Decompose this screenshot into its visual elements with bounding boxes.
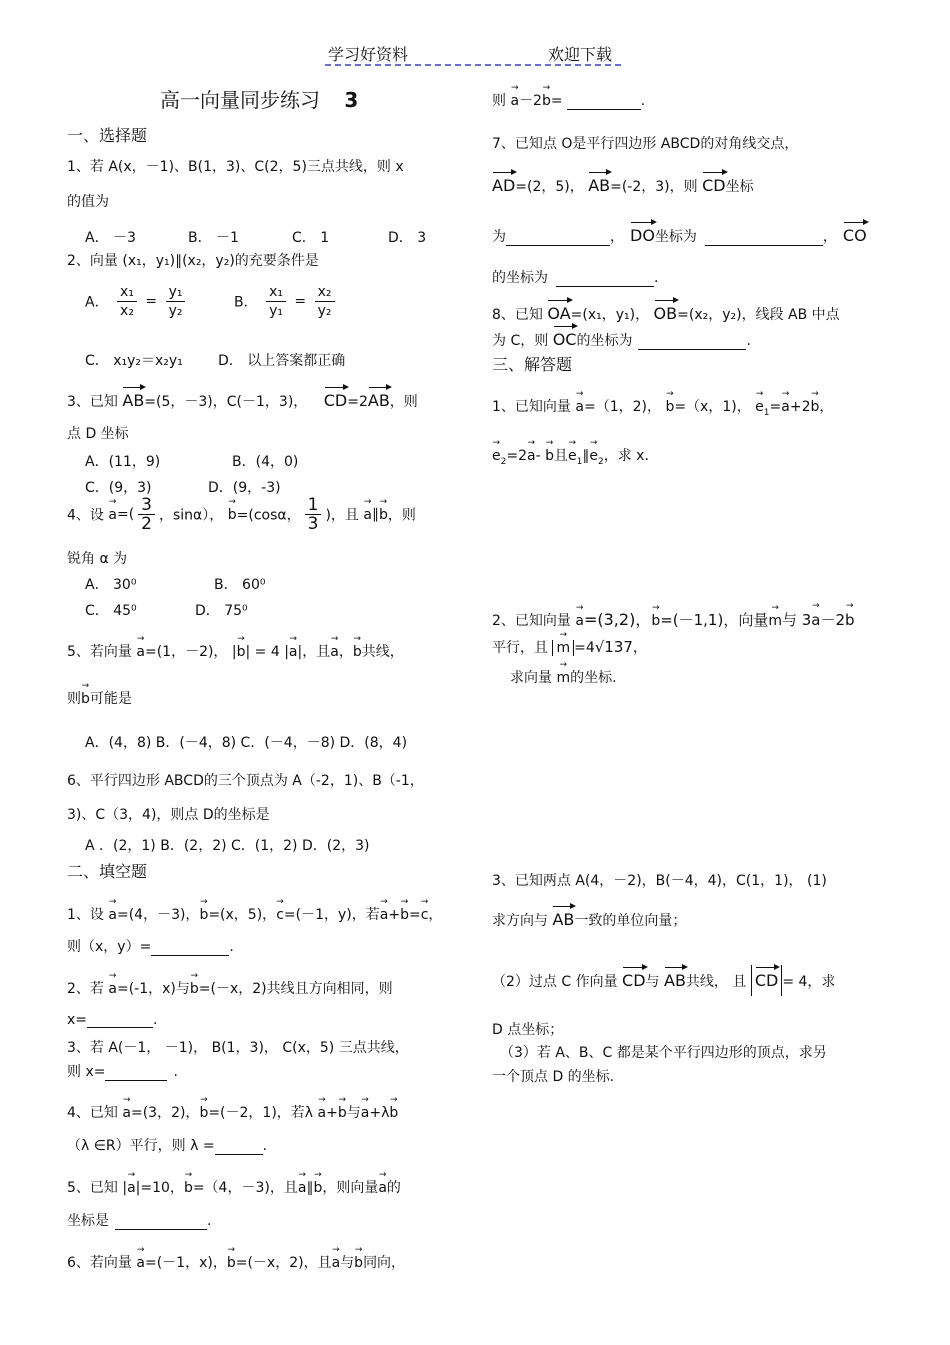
f5-text-4: ∥ [306, 1180, 314, 1196]
a3-text-4: 与 [645, 974, 660, 990]
q4-line1 [67, 496, 416, 533]
f5-vector-a: → a [127, 1180, 136, 1196]
f1-answer-blank[interactable] [151, 941, 229, 956]
q2-a-num1: x₁ [117, 283, 137, 302]
f6-vector-a-3: → a [510, 93, 519, 109]
q6-line1: 6、平行四边形 ABCD的三个顶点为 A（-2，1)、B（-1， [67, 773, 424, 789]
q5-vector-a: → a [136, 644, 145, 660]
f5-text-1: 5、已知 | [67, 1180, 128, 1196]
q4-option-c: C． 45⁰ [85, 603, 137, 619]
f1-vector-a: → a [108, 907, 117, 923]
a1-text-6: ， [819, 399, 834, 415]
a3-vector-cd: CD [622, 971, 646, 990]
f8-text-end: . [746, 333, 751, 349]
q4-option-d: D． 75⁰ [195, 603, 248, 619]
page-title [160, 84, 358, 113]
a2-magnitude-m [552, 640, 574, 656]
f4-text-5: 与 [346, 1105, 361, 1121]
f3-line1: 3、若 A(－1， －1)， B(1，3)， C(x，5) 三点共线， [67, 1040, 409, 1056]
q1-option-c: C． 1 [292, 230, 330, 246]
f6-vector-a: → a [136, 1255, 145, 1271]
f7-line3 [492, 226, 867, 246]
q4-vector-a-2: → a [363, 507, 372, 523]
f2-text-1: 2、若 [67, 981, 104, 997]
q5-vector-a-3: → a [330, 644, 339, 660]
f5-text-5: ，则向量 [322, 1180, 379, 1196]
f7-text-3: 坐标 [725, 179, 754, 195]
f6-text-8: = [550, 93, 563, 109]
q4-line2: 锐角 α 为 [67, 551, 128, 567]
q2-option-a [85, 283, 189, 320]
f4-text-3: =(－2，1)，若λ [208, 1105, 314, 1121]
f3-text-1: 则 x= [67, 1064, 106, 1080]
section-answer-heading: 三、解答题 [492, 355, 573, 374]
f4-vector-b-2: → b [338, 1105, 347, 1121]
f1-vector-a-2: → a [380, 907, 389, 923]
q2-option-d: D． 以上答案都正确 [218, 353, 346, 369]
f7-text-end: . [654, 270, 659, 286]
q5-text-5: ， [338, 644, 353, 660]
f5-text-6: 的 [386, 1180, 401, 1196]
q3-vector-ab: AB [122, 391, 145, 410]
f6-answer-blank[interactable] [567, 95, 641, 110]
f6-text-1: 6、若向量 [67, 1255, 132, 1271]
a1-sub-1: 1 [763, 407, 770, 418]
q3-text-2: =(5，－3)，C(－1，3)， [144, 394, 308, 410]
f1-text-5: + [388, 907, 401, 923]
f6-text-2: =(－1，x)， [144, 1255, 227, 1271]
f5-line2 [67, 1210, 211, 1230]
q5-line2 [67, 688, 132, 708]
a2-text-7: =4 [574, 640, 595, 656]
q2-line1: 2、向量 (x₁，y₁)∥(x₂，y₂)的充要条件是 [67, 253, 319, 269]
f2-vector-a: → a [108, 981, 117, 997]
a1-text-7: =2 [506, 448, 527, 464]
f1-vector-c: → c [276, 907, 284, 923]
a1-vector-a-2: → a [781, 399, 790, 415]
a2-vector-m-3: → m [556, 670, 570, 686]
f7-answer-blank-3[interactable] [556, 272, 654, 287]
f8-text-1: 8、已知 [492, 307, 543, 323]
a1-vector-b-3: → b [545, 448, 554, 464]
q3-text-1: 3、已知 [67, 394, 118, 410]
a1-sub-2: 2 [500, 456, 507, 467]
f7-vector-do: DO [630, 226, 655, 245]
f6-text-5: 同向， [363, 1255, 406, 1271]
q2-b-eq: = [294, 293, 307, 310]
f5-line1 [67, 1177, 401, 1197]
f5-vector-b-2: → b [313, 1180, 322, 1196]
a1-vector-b-2: → b [811, 399, 820, 415]
f8-line2 [492, 330, 751, 350]
q4-text-2: =( [116, 506, 135, 523]
a1-vector-e1-2: → e [568, 448, 577, 464]
q5-vector-b-2: → b [353, 644, 362, 660]
a1-text-1: 1、已知向量 [492, 399, 571, 415]
q3-option-a: A．(11，9) [85, 454, 161, 470]
f7-text-8: 的坐标为 [492, 270, 548, 286]
f5-answer-blank[interactable] [115, 1215, 207, 1230]
f8-text-4: 为 C，则 [492, 333, 549, 349]
f1-text-end: . [229, 939, 234, 955]
q2-b-num2: x₂ [315, 283, 335, 302]
a3-line3 [492, 965, 835, 996]
q4-frac2-num: 1 [305, 496, 322, 515]
q4-frac1-num: 3 [138, 496, 155, 515]
f8-line1 [492, 304, 840, 324]
q3-vector-cd: CD [323, 391, 348, 410]
q2-a-frac-y [166, 283, 186, 320]
f4-line1 [67, 1102, 398, 1122]
f1-text-7: ， [428, 907, 443, 923]
a1-text-8: - [535, 448, 546, 464]
a2-text-3: =(－1,1)，向量 [660, 611, 769, 629]
f4-vector-b-3: → b [389, 1105, 398, 1121]
f8-text-3: =(x₂，y₂)，线段 AB 中点 [677, 307, 840, 323]
q3-option-d: D．(9，-3) [208, 480, 281, 496]
a2-vector-b: → b [651, 613, 660, 629]
q4-vector-a: → a [108, 507, 117, 523]
q2-b-label: B． [234, 294, 258, 311]
a2-vector-a: → a [575, 613, 584, 629]
f6-text-4: 与 [340, 1255, 355, 1271]
f6-text-end: . [640, 93, 646, 109]
q1-line1: 1、若 A(x，－1)、B(1，3)、C(2，5)三点共线，则 x [67, 159, 404, 175]
f7-line2 [492, 176, 754, 196]
f1-vector-b: → b [199, 907, 208, 923]
page-title-text: 高一向量同步练习 [160, 88, 320, 112]
f4-text-1: 4、已知 [67, 1105, 118, 1121]
q2-b-frac-2 [315, 283, 335, 320]
section-choice-heading: 一、选择题 [67, 126, 148, 145]
q1-option-a: A． －3 [85, 230, 136, 246]
q2-option-c: C． x₁y₂＝x₂y₁ [85, 353, 183, 369]
f2-text-2: =(-1，x)与 [116, 981, 190, 997]
a2-sqrt-137: √137 [594, 638, 633, 656]
f2-line2 [67, 1012, 157, 1028]
f1-text-4: =(－1，y)，若 [283, 907, 380, 923]
a2-text-10: 的坐标. [570, 670, 617, 686]
q5-text-2: =(1，－2)， | [144, 644, 237, 660]
a1-text-9: 且 [554, 448, 568, 464]
f7-text-6: 坐标为 [654, 229, 697, 245]
f4-vector-a-2: → a [318, 1105, 327, 1121]
f4-line2 [67, 1135, 267, 1155]
a3-text-1: 求方向与 [492, 913, 548, 929]
q3-text-4: ，则 [389, 394, 418, 410]
f2-text-end: . [153, 1012, 158, 1028]
f4-text-6: +λ [369, 1105, 390, 1121]
f7-answer-blank-1[interactable] [506, 231, 610, 246]
f5-vector-b: → b [184, 1180, 193, 1196]
q2-a-den1: x₂ [120, 303, 134, 319]
f4-text-2: =(3，2)， [130, 1105, 200, 1121]
a3-line1: 3、已知两点 A(4，－2)，B(－4，4)，C(1，1)， (1) [492, 873, 827, 889]
a1-text-3: =（x，1)， [674, 399, 751, 415]
q5-text-1: 5、若向量 [67, 644, 132, 660]
f1-text-2: =(4，－3)， [116, 907, 200, 923]
f1-vector-b-2: → b [400, 907, 409, 923]
f7-line1: 7、已知点 O是平行四边形 ABCD的对角线交点， [492, 136, 799, 152]
f4-text-7: （λ ∈R）平行，则 λ = [67, 1138, 215, 1154]
f6-vector-b: → b [227, 1255, 236, 1271]
f1-text-6: = [408, 907, 421, 923]
a1-text-2: =（1，2)， [583, 399, 661, 415]
q5-options: A．(4，8) B．(－4，8) C．(－4，－8) D．(8，4) [85, 735, 408, 751]
q3-option-c: C．(9，3) [85, 480, 152, 496]
a1-text-11: ，求 x. [603, 448, 649, 464]
f6-vector-b-2: → b [354, 1255, 363, 1271]
a2-text-9: 求向量 [510, 670, 552, 686]
a1-line2 [492, 445, 649, 467]
a3-magnitude-cd [751, 965, 783, 996]
a3-text-6: = 4，求 [782, 974, 836, 990]
f6-line1 [67, 1252, 405, 1272]
a1-vector-a: → a [575, 399, 584, 415]
q5-text-8: 可能是 [89, 691, 132, 707]
a1-text-5: +2 [789, 399, 811, 415]
f6-text-6: 则 [492, 93, 506, 109]
q4-option-b: B． 60⁰ [214, 577, 266, 593]
q2-option-b [234, 283, 339, 320]
f7-vector-ab: AB [588, 176, 611, 195]
f7-text-5: ， [610, 229, 624, 245]
f7-text-7: ， [822, 229, 837, 245]
q3-text-3: =2 [347, 394, 368, 410]
q5-text-4: |，且 [297, 644, 331, 660]
a3-text-5: 共线， 且 [685, 974, 747, 990]
f2-line1 [67, 978, 393, 998]
f3-answer-blank[interactable] [105, 1066, 167, 1081]
f4-text-end: . [262, 1138, 268, 1154]
a3-text-3: （2）过点 C 作向量 [492, 974, 618, 990]
a2-text-6: 平行，且 [492, 640, 548, 656]
header-left-text: 学习好资料 [328, 45, 409, 64]
a1-line1 [492, 396, 833, 418]
f8-text-5: 的坐标为 [576, 333, 633, 349]
q6-options: A ．(2，1) B．(2，2) C．(1，2) D．(2，3) [85, 838, 370, 854]
f7-text-1: =(2，5)， [515, 179, 584, 195]
q4-text-5: )，且 [325, 507, 359, 524]
f1-line2 [67, 936, 234, 956]
a2-text-8: ， [632, 640, 647, 656]
f6-vector-a-2: → a [332, 1255, 341, 1271]
q2-b-den2: y₂ [317, 303, 332, 319]
f6-text-3: =(－x，2)，且 [235, 1255, 332, 1271]
q1-option-d: D． 3 [388, 230, 427, 246]
a2-text-5: －2 [820, 611, 846, 629]
q4-frac-1-3 [305, 496, 322, 533]
f5-text-2: |=10， [135, 1180, 184, 1196]
q5-vector-b-3: → b [81, 691, 90, 707]
q5-vector-b: → b [237, 644, 246, 660]
a2-line1 [492, 607, 855, 630]
q3-vector-ab-2: AB [367, 391, 390, 410]
f3-text-end: . [173, 1064, 178, 1080]
f6-text-7: －2 [519, 93, 542, 109]
f8-text-2: =(x₁，y₁)， [570, 307, 650, 323]
q5-text-6: 共线， [361, 644, 404, 660]
f8-vector-oa: OA [547, 304, 571, 323]
q1-line2: 的值为 [67, 194, 109, 210]
q1-option-b: B． －1 [188, 230, 239, 246]
f7-text-2: =(-2，3)，则 [610, 179, 698, 195]
f1-text-1: 1、设 [67, 907, 104, 923]
q3-option-b: B．(4，0) [232, 454, 299, 470]
a3-line2 [492, 910, 686, 930]
a2-vector-b-2: → b [845, 611, 855, 629]
a1-vector-e2: → e [492, 448, 501, 464]
f2-answer-blank[interactable] [87, 1013, 153, 1028]
f7-vector-ad: AD [492, 176, 516, 195]
f8-vector-ob: OB [653, 304, 678, 323]
page-title-number: 3 [344, 88, 359, 112]
q4-text-3: ，sinα）， [159, 507, 224, 524]
a1-sub-3: 1 [576, 456, 583, 467]
q5-line1 [67, 641, 404, 661]
q4-text-4: =(cosα， [236, 507, 301, 524]
q5-vector-a-2: → a [289, 644, 298, 660]
f5-vector-a-3: → a [378, 1180, 387, 1196]
f5-vector-a-2: → a [298, 1180, 307, 1196]
f7-line4 [492, 267, 658, 287]
f5-text-end: . [207, 1213, 212, 1229]
f1-text-3: =(x，5)， [208, 907, 277, 923]
a3-line5: （3）若 A、B、C 都是某个平行四边形的顶点，求另 [500, 1045, 827, 1061]
f7-text-4: 为 [492, 229, 506, 245]
f1-vector-c-2: → c [421, 907, 429, 923]
f2-text-3: =(－x，2)共线且方向相同，则 [198, 981, 393, 997]
a1-vector-b: → b [665, 399, 674, 415]
a2-line2 [492, 637, 647, 657]
a2-vector-m: → m [768, 613, 782, 629]
a3-vector-ab: AB [552, 910, 575, 929]
header-right-text: 欢迎下载 [548, 45, 613, 64]
f5-text-3: =（4，－3)，且 [192, 1180, 298, 1196]
f4-text-4: + [326, 1105, 338, 1121]
f7-answer-blank-2[interactable] [705, 231, 823, 246]
q4-vector-b-2: → b [379, 507, 388, 523]
q4-vector-b: → b [228, 507, 237, 523]
q4-frac1-den: 2 [141, 514, 152, 534]
a3-vector-ab-2: AB [664, 971, 686, 990]
f2-text-4: x= [67, 1012, 88, 1028]
q4-text-6: ∥ [371, 506, 379, 523]
a1-text-4: = [769, 399, 782, 415]
a2-text-1: 2、已知向量 [492, 613, 571, 629]
a2-vector-m-2: → m [556, 640, 570, 656]
q3-line2: 点 D 坐标 [67, 426, 129, 442]
f2-vector-b: → b [190, 981, 199, 997]
f6-line2 [492, 90, 645, 110]
q2-a-frac-x [117, 283, 137, 320]
a3-vector-cd-2: CD [754, 971, 779, 990]
f1-line1 [67, 904, 442, 924]
f6-vector-b-3: → b [542, 93, 551, 109]
q2-a-num2: y₁ [166, 283, 186, 302]
f4-vector-b: → b [199, 1105, 208, 1121]
q5-text-3: | = 4 | [245, 644, 289, 660]
f4-vector-a-3: → a [361, 1105, 370, 1121]
q4-option-a: A． 30⁰ [85, 577, 137, 593]
f4-vector-a: → a [122, 1105, 131, 1121]
q2-b-den1: y₁ [269, 303, 283, 319]
q5-text-7: 则 [67, 691, 81, 707]
f1-text-8: 则（x，y）= [67, 939, 152, 955]
q2-b-frac-1 [266, 283, 286, 320]
a2-text-4: 与 3 [781, 611, 812, 629]
section-fill-heading: 二、填空题 [67, 862, 148, 881]
q4-frac2-den: 3 [307, 514, 319, 534]
f7-vector-co: CO [842, 226, 867, 245]
f4-answer-blank[interactable] [215, 1140, 263, 1155]
f7-vector-cd: CD [702, 176, 726, 195]
a2-vector-a-2: → a [811, 611, 820, 629]
f8-answer-blank[interactable] [638, 335, 746, 350]
f8-vector-oc: OC [552, 330, 577, 349]
f5-text-7: 坐标是 [67, 1213, 109, 1229]
q4-frac-3-2 [138, 496, 155, 533]
a3-line4: D 点坐标； [492, 1022, 564, 1038]
q2-a-eq: = [145, 293, 158, 310]
a3-text-2: 一致的单位向量； [574, 913, 687, 929]
a3-line6: 一个顶点 D 的坐标. [492, 1069, 615, 1085]
header-divider [325, 64, 621, 66]
q6-line2: 3)、C（3，4)，则点 D的坐标是 [67, 807, 270, 823]
q2-a-label: A． [85, 294, 109, 311]
q4-text-1: 4、设 [67, 507, 104, 524]
a1-vector-a-3: → a [527, 448, 536, 464]
q2-a-den2: y₂ [168, 303, 183, 319]
a1-sub-4: 2 [597, 456, 604, 467]
a1-vector-e2-2: → e [589, 448, 598, 464]
f3-line2 [67, 1061, 178, 1081]
a2-line3 [510, 667, 617, 687]
a1-text-10: ∥ [582, 448, 590, 464]
q4-text-7: ，则 [387, 507, 416, 524]
q3-line1 [67, 391, 418, 411]
q2-b-num1: x₁ [266, 283, 286, 302]
a2-text-2: =(3,2)， [583, 610, 652, 629]
a1-vector-e1: → e [755, 399, 764, 415]
